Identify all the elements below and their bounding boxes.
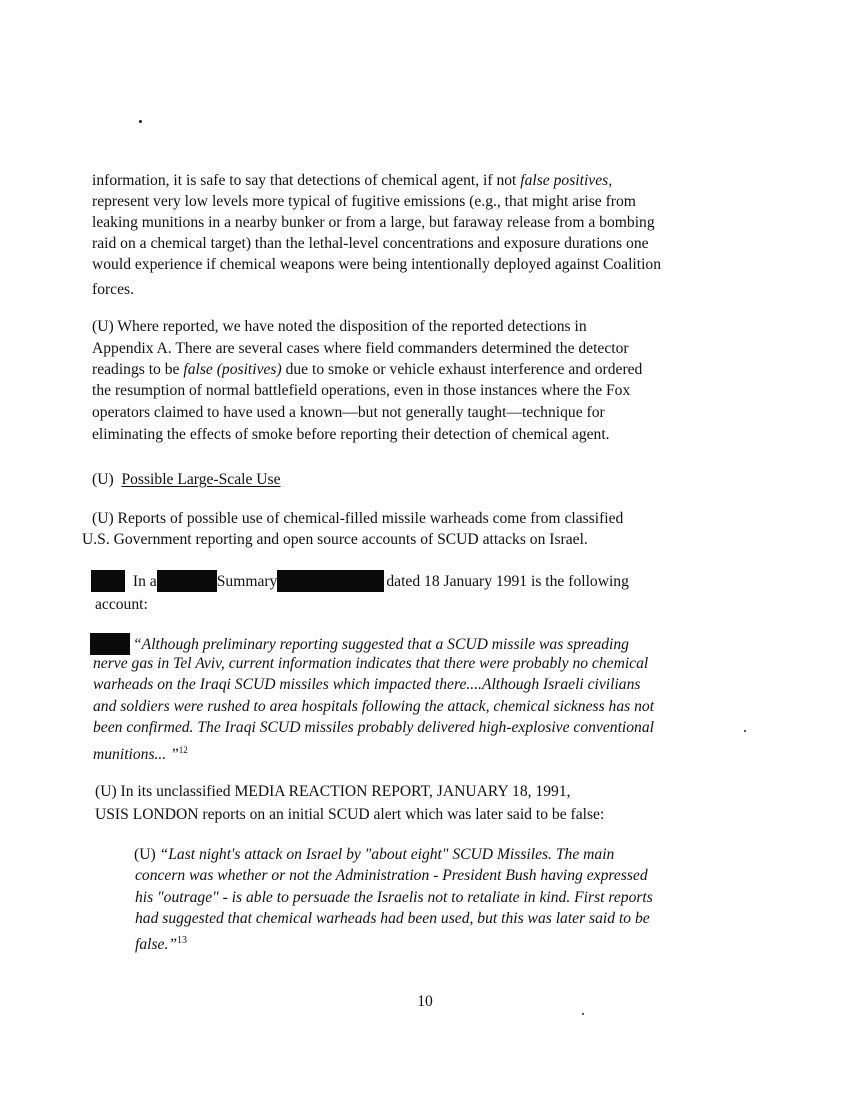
quote2-marker: (U) <box>134 846 160 863</box>
section-title: Possible Large-Scale Use <box>121 471 281 488</box>
quote1-line-5: been confirmed. The Iraqi SCUD missiles probably delivered high-explosive conventional <box>93 719 654 736</box>
p1-line-4: raid on a chemical target) than the lethal-level concentrations and exposure durations one <box>92 235 649 252</box>
scan-speck <box>582 1013 584 1015</box>
redaction-block <box>157 570 217 592</box>
redaction-block <box>91 570 125 592</box>
p2-line-3: readings to be false (positives) due to smoke or vehicle exhaust interference and ordered <box>92 361 643 378</box>
p1-line-1: information, it is safe to say that detections of chemical agent, if not false positives, <box>92 172 613 189</box>
redaction-block <box>277 570 384 592</box>
p1-line-6: forces. <box>92 281 134 298</box>
quote1-line-3: warheads on the Iraqi SCUD missiles which impacted there....Although Israeli civilians <box>93 676 641 693</box>
p1-line-3: leaking munitions in a nearby bunker or from a large, but faraway release from a bombing <box>92 214 655 231</box>
p4-line-2: account: <box>95 596 148 613</box>
footnote-ref: 12 <box>178 745 188 755</box>
p4-line-1: In a Summary dated 18 January 1991 is the following <box>91 570 629 592</box>
p1-line-2: represent very low levels more typical of fugitive emissions (e.g., that might arise from <box>92 193 636 210</box>
p5-line-2: USIS LONDON reports on an initial SCUD alert which was later said to be false: <box>95 806 605 823</box>
quote2-line-2: concern was whether or not the Administration - President Bush having expressed <box>135 867 648 884</box>
p2-line-1: (U) Where reported, we have noted the disposition of the reported detections in <box>92 318 587 335</box>
p5-line-1: (U) In its unclassified MEDIA REACTION REPORT, JANUARY 18, 1991, <box>95 783 571 800</box>
p3-line-2: U.S. Government reporting and open source accounts of SCUD attacks on Israel. <box>82 531 588 548</box>
p1-line-5: would experience if chemical weapons were being intentionally deployed against Coalition <box>92 256 661 273</box>
scan-speck <box>139 120 142 123</box>
quote2-line-4: had suggested that chemical warheads had been used, but this was later said to be <box>135 910 650 927</box>
footnote-ref: 13 <box>177 935 188 946</box>
quote1-line-2: nerve gas in Tel Aviv, current information indicates that there were probably no chemical <box>93 655 649 672</box>
section-heading <box>92 470 281 490</box>
p2-line-4: the resumption of normal battlefield operations, even in those instances where the Fox <box>92 382 631 399</box>
p2-line-6: eliminating the effects of smoke before reporting their detection of chemical agent. <box>92 426 610 443</box>
quote2-line-5: false.”$^{13}$ <box>135 935 188 954</box>
p3-line-1: (U) Reports of possible use of chemical-filled missile warheads come from classified <box>92 510 624 527</box>
quote1-line-1: “Although preliminary reporting suggested that a SCUD missile was spreading <box>90 633 629 655</box>
scan-speck <box>744 730 746 732</box>
p2-line-2: Appendix A. There are several cases where field commanders determined the detector <box>92 340 629 357</box>
quote1-line-6: munitions... ”$^{12}$ <box>93 745 188 764</box>
quote2-line-3: his "outrage" - is able to persuade the Israelis not to retaliate in kind. First reports <box>135 889 653 906</box>
p2-line-5: operators claimed to have used a known—but not generally taught—technique for <box>92 404 605 421</box>
redaction-block <box>90 633 130 655</box>
section-marker: (U) <box>92 471 114 488</box>
page-number: 10 <box>417 993 433 1010</box>
quote2-line-1: (U) “Last night's attack on Israel by "about eight" SCUD Missiles. The main <box>134 846 615 863</box>
quote1-line-4: and soldiers were rushed to area hospitals following the attack, chemical sickness has not <box>93 698 655 715</box>
